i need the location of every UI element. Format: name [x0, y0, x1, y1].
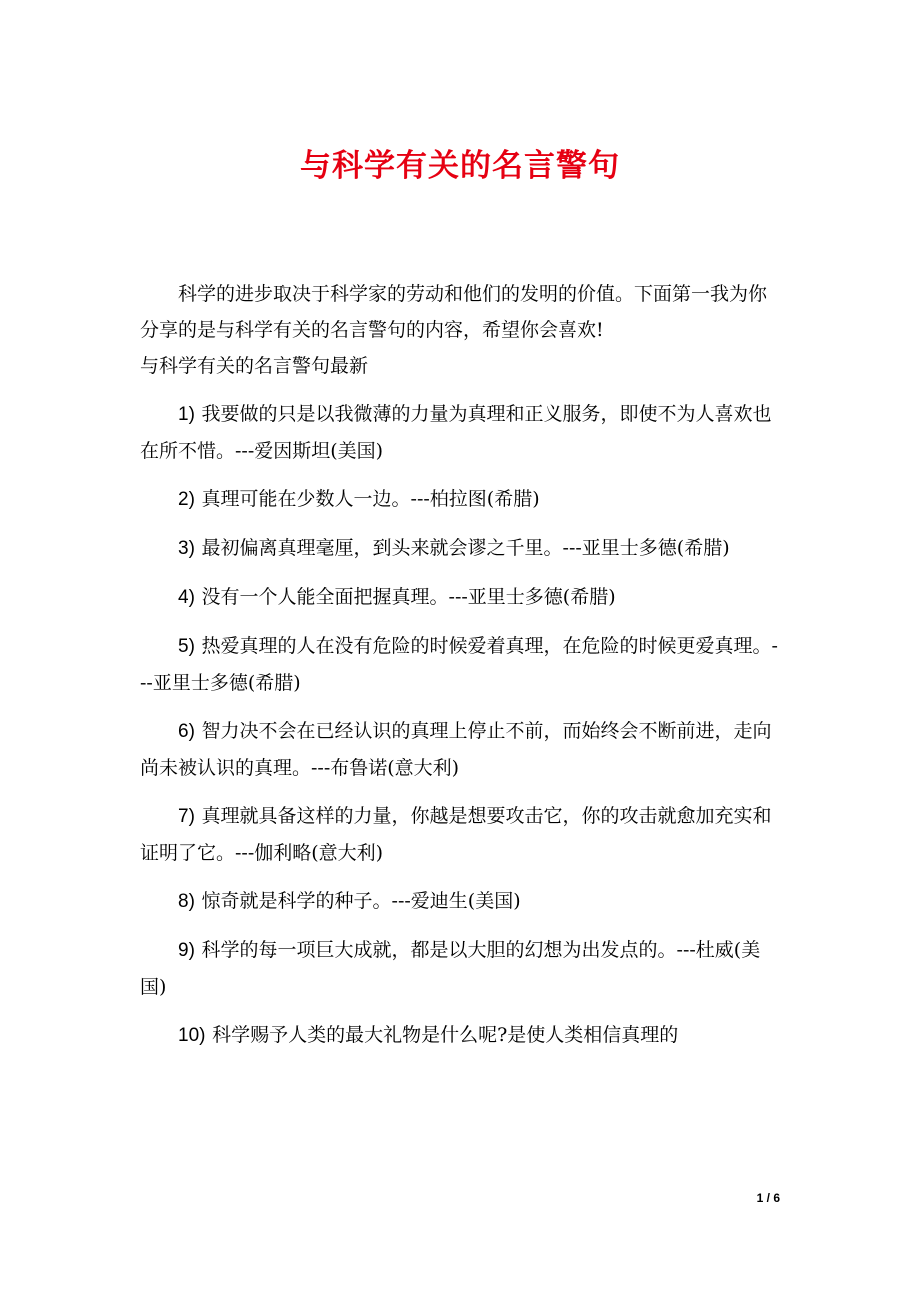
quote-number: 1) [178, 404, 195, 425]
quote-item [140, 481, 782, 518]
quote-number: 6) [178, 721, 195, 742]
quote-text: 真理可能在少数人一边。---柏拉图(希腊) [201, 488, 540, 510]
quote-number: 7) [178, 806, 195, 827]
quote-number: 5) [178, 636, 195, 657]
quote-text: 没有一个人能全面把握真理。---亚里士多德(希腊) [201, 586, 616, 608]
quote-item [140, 883, 782, 920]
quote-item [140, 1017, 782, 1054]
quote-item [140, 579, 782, 616]
quote-text: 科学赐予人类的最大礼物是什么呢?是使人类相信真理的 [212, 1024, 679, 1046]
document-body [140, 276, 782, 1066]
quote-number: 2) [178, 489, 195, 510]
quote-item [140, 530, 782, 567]
quote-text: 我要做的只是以我微薄的力量为真理和正义服务，即使不为人喜欢也在所不惜。---爱因斯坦(美国) [140, 403, 772, 462]
document-title: 与科学有关的名言警句 [300, 148, 620, 184]
quote-number: 3) [178, 538, 195, 559]
quote-item [140, 628, 782, 701]
quote-number: 8) [178, 891, 195, 912]
quote-number: 10) [178, 1025, 206, 1046]
quote-item [140, 396, 782, 469]
section-heading: 与科学有关的名言警句最新 [140, 355, 369, 377]
quote-text: 科学的每一项巨大成就，都是以大胆的幻想为出发点的。---杜威(美国) [140, 939, 761, 998]
quote-item [140, 713, 782, 786]
quote-text: 真理就具备这样的力量，你越是想要攻击它，你的攻击就愈加充实和证明了它。---伽利略(意大利) [140, 805, 772, 864]
quote-text: 热爱真理的人在没有危险的时候爱着真理，在危险的时候更爱真理。---亚里士多德(希腊) [140, 635, 778, 694]
page-indicator: 1 / 6 [756, 1191, 780, 1205]
quote-number: 9) [178, 940, 195, 961]
quote-text: 最初偏离真理毫厘，到头来就会谬之千里。---亚里士多德(希腊) [201, 537, 730, 559]
intro-paragraph: 科学的进步取决于科学家的劳动和他们的发明的价值。下面第一我为你分享的是与科学有关的名言警句的内容，希望你会喜欢! [140, 283, 768, 341]
quote-item [140, 932, 782, 1005]
quote-number: 4) [178, 587, 195, 608]
quote-item [140, 798, 782, 871]
quote-text: 惊奇就是科学的种子。---爱迪生(美国) [201, 890, 521, 912]
quote-text: 智力决不会在已经认识的真理上停止不前，而始终会不断前进，走向尚未被认识的真理。---布鲁诺(意大利) [140, 720, 772, 779]
